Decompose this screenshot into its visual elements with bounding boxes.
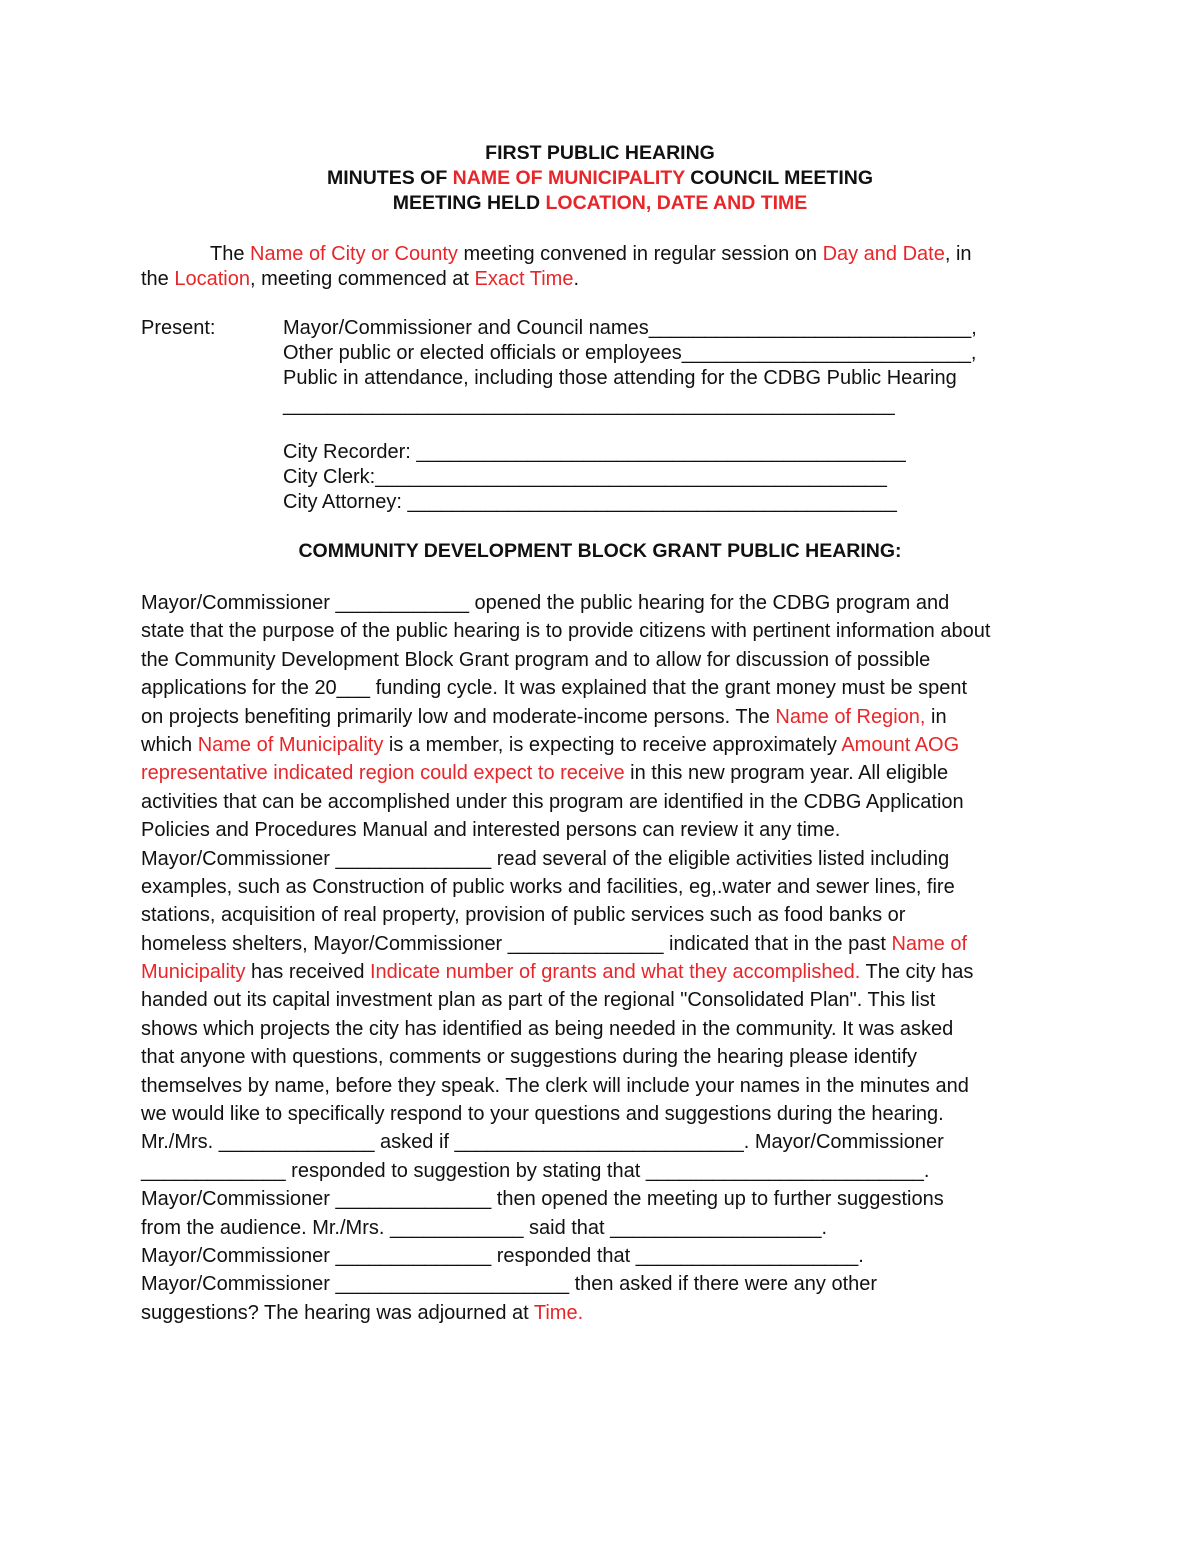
body-line: [141, 930, 1071, 958]
body-line: we would like to specifically respond to your questions and suggestions during the hearing.: [141, 1103, 944, 1126]
municipality-placeholder-cont: Municipality: [141, 961, 246, 984]
exact-time-placeholder: Exact Time: [474, 268, 574, 290]
heading-line-1: FIRST PUBLIC HEARING: [485, 142, 715, 164]
day-date-placeholder: Day and Date: [822, 243, 945, 265]
municipality-placeholder: Name of Municipality: [197, 733, 384, 756]
present-label: Present:: [141, 317, 216, 339]
heading-meeting-held: [0, 191, 1200, 216]
body-text: suggestions? The hearing was adjourned at: [141, 1301, 534, 1324]
body-line: examples, such as Construction of public works and facilities, eg,.water and sewer lines, fire: [141, 875, 955, 898]
body-line: state that the purpose of the public hearing is to provide citizens with pertinent information about: [141, 620, 991, 643]
amount-placeholder: Amount AOG: [841, 733, 960, 756]
section-title-text: COMMUNITY DEVELOPMENT BLOCK GRANT PUBLIC HEARING:: [298, 540, 902, 562]
heading-title: [0, 141, 1200, 166]
city-attorney-line: City Attorney: ____________________________________________: [283, 491, 897, 513]
heading-meeting-prefix: MEETING HELD: [392, 192, 546, 214]
body-line: Mr./Mrs. ______________ asked if __________________________. Mayor/Commissioner: [141, 1131, 944, 1154]
intro-line-2: [141, 267, 579, 292]
municipality-placeholder: Name of: [891, 932, 968, 955]
location-placeholder: Location: [174, 268, 250, 290]
body-text: homeless shelters, Mayor/Commissioner ______________ indicated that in the past: [141, 932, 892, 955]
city-recorder-line: City Recorder: ____________________________________________: [283, 441, 906, 463]
heading-minutes-prefix: MINUTES OF: [326, 167, 453, 189]
body-line: Mayor/Commissioner ______________ read several of the eligible activities listed including: [141, 847, 950, 870]
heading-minutes: [0, 166, 1200, 191]
body-line: shows which projects the city has identified as being needed in the community. It was asked: [141, 1017, 954, 1040]
intro-text: , meeting commenced at: [249, 268, 475, 290]
body-text: The city has: [860, 961, 974, 984]
body-text: in: [925, 705, 947, 728]
time-placeholder: Time.: [533, 1301, 584, 1324]
body-line: Mayor/Commissioner _____________________ then asked if there were any other: [141, 1273, 878, 1296]
body-text: on projects benefiting primarily low and moderate-income persons. The: [141, 705, 776, 728]
city-clerk-line: City Clerk:______________________________________________: [283, 466, 887, 488]
body-line: _____________ responded to suggestion by stating that _________________________.: [141, 1159, 930, 1182]
present-mayor-line: Mayor/Commissioner and Council names_____________________________,: [283, 317, 977, 339]
intro-line-1: [210, 242, 972, 267]
hearing-body-paragraph: [141, 589, 1071, 1327]
intro-text: The: [210, 243, 251, 265]
body-line: Mayor/Commissioner ______________ then opened the meeting up to further suggestions: [141, 1188, 944, 1211]
body-line: handed out its capital investment plan as part of the regional "Consolidated Plan". This list: [141, 989, 936, 1012]
body-line: [141, 703, 1071, 731]
heading-municipality-placeholder: NAME OF MUNICIPALITY: [452, 167, 685, 189]
body-line: Mayor/Commissioner ____________ opened the public hearing for the CDBG program and: [141, 592, 950, 614]
intro-text: , in: [944, 243, 972, 265]
body-line: activities that can be accomplished under this program are identified in the CDBG Application: [141, 790, 964, 813]
present-public-blank: _______________________________________________________: [283, 394, 895, 416]
body-line: from the audience. Mr./Mrs. ____________ said that ___________________.: [141, 1216, 828, 1239]
intro-text: .: [573, 268, 580, 290]
body-line: Mayor/Commissioner ______________ responded that ____________________.: [141, 1244, 864, 1267]
intro-text: meeting convened in regular session on: [457, 243, 823, 265]
body-line: themselves by name, before they speak. The clerk will include your names in the minutes and: [141, 1074, 969, 1097]
body-line: applications for the 20___ funding cycle. It was explained that the grant money must be spent: [141, 677, 968, 700]
heading-minutes-suffix: COUNCIL MEETING: [684, 167, 874, 189]
body-text: in this new program year. All eligible: [624, 762, 949, 785]
amount-placeholder-cont: representative indicated region could expect to receive: [141, 762, 625, 785]
body-line: [141, 958, 1071, 986]
grants-placeholder: Indicate number of grants and what they accomplished.: [370, 961, 861, 984]
present-public-line: Public in attendance, including those attending for the CDBG Public Hearing: [283, 367, 957, 389]
body-text: is a member, is expecting to receive approximately: [383, 733, 842, 756]
body-text: has received: [245, 961, 370, 984]
intro-text: the: [141, 268, 175, 290]
present-officials-line: Other public or elected officials or employees__________________________,: [283, 342, 977, 364]
body-line: [141, 759, 1071, 787]
heading-location-placeholder: LOCATION, DATE AND TIME: [545, 192, 808, 214]
body-line: stations, acquisition of real property, provision of public services such as food banks or: [141, 904, 906, 927]
body-line: [141, 731, 1071, 759]
body-line: that anyone with questions, comments or suggestions during the hearing please identify: [141, 1046, 918, 1069]
body-line: [141, 1299, 1071, 1327]
section-title: [0, 539, 1200, 564]
region-placeholder: Name of Region,: [775, 705, 926, 728]
body-line: Policies and Procedures Manual and interested persons can review it any time.: [141, 819, 841, 842]
body-text: which: [141, 733, 198, 756]
body-line: the Community Development Block Grant program and to allow for discussion of possible: [141, 648, 931, 671]
city-county-placeholder: Name of City or County: [250, 243, 458, 265]
